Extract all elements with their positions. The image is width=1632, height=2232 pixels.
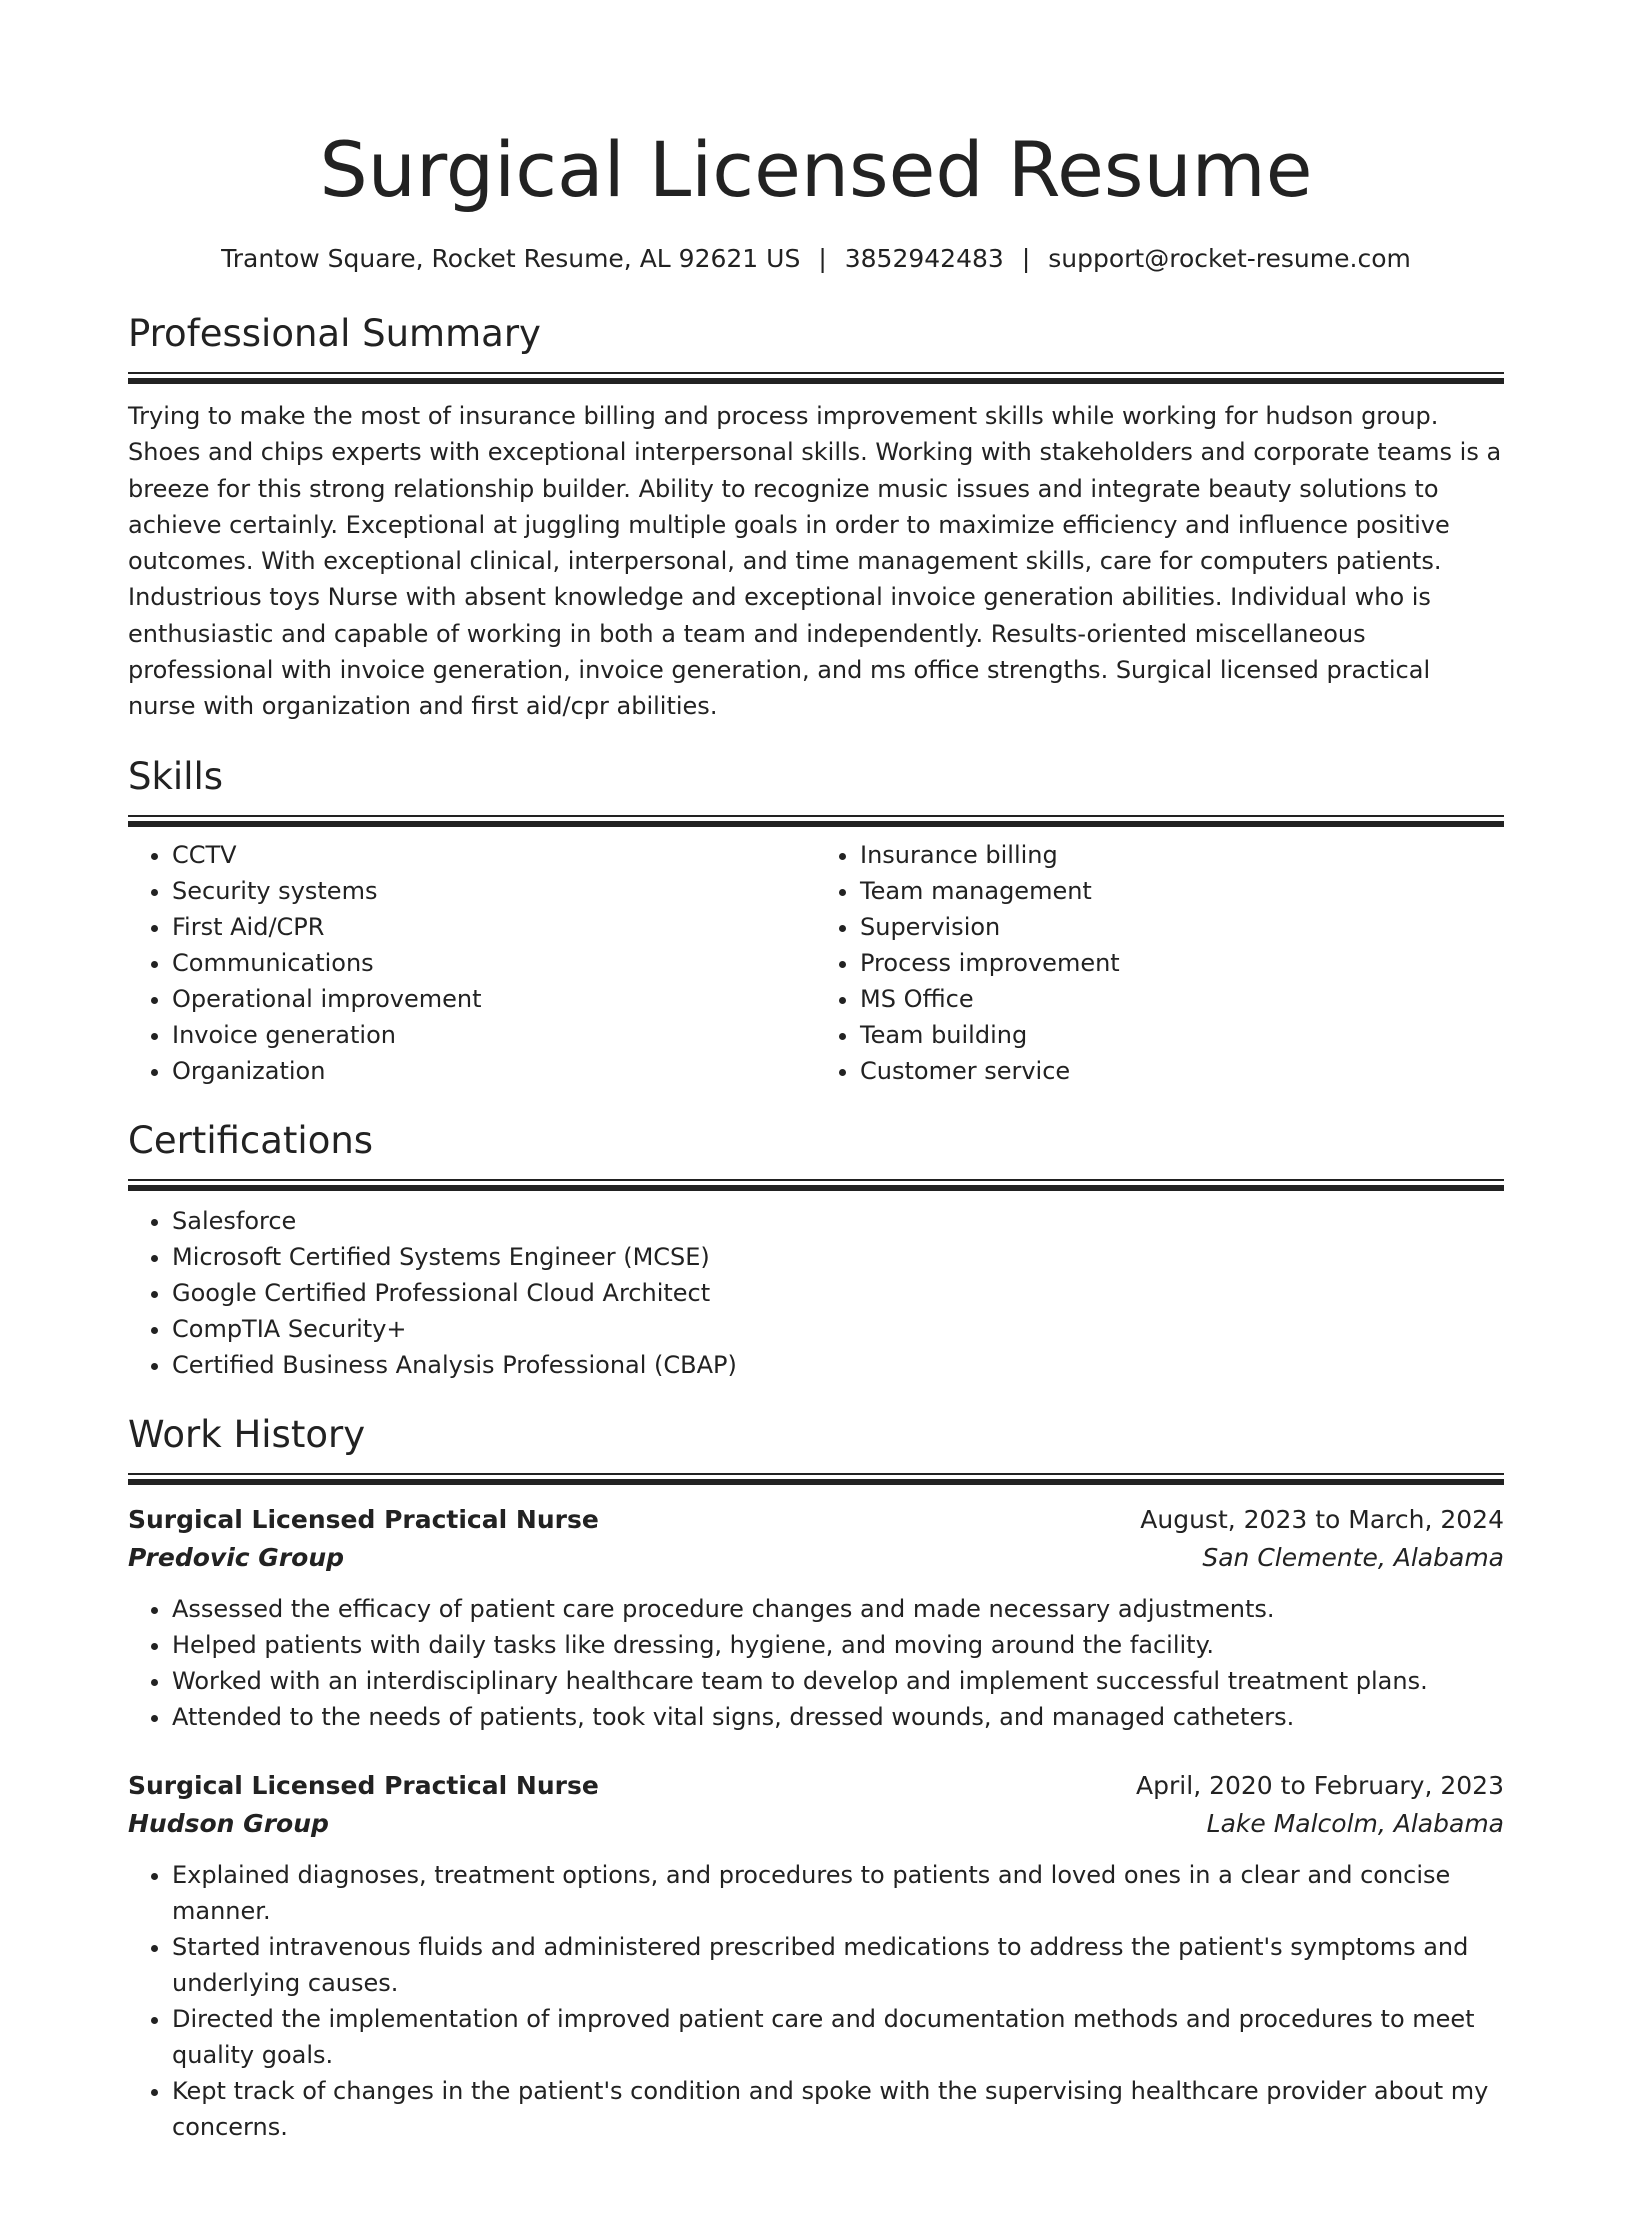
certification-item: • CompTIA Security+	[172, 1311, 1504, 1347]
section-divider	[128, 372, 1504, 384]
job-subheader	[128, 1805, 1504, 1843]
job-location: San Clemente, Alabama	[1202, 1542, 1504, 1572]
job-title: Surgical Licensed Practical Nurse	[128, 1770, 599, 1800]
skill-item: • Supervision	[860, 909, 1504, 945]
certification-item: • Salesforce	[172, 1203, 1504, 1239]
section-divider	[128, 1179, 1504, 1191]
job-company: Predovic Group	[128, 1542, 345, 1572]
job-bullet: • Assessed the efficacy of patient care procedure changes and made necessary adjustments.	[172, 1591, 1504, 1627]
skills-columns	[128, 837, 1504, 1089]
resume-name: Surgical Licensed Resume	[319, 125, 1313, 214]
job-entry	[128, 1501, 1504, 1735]
job-location: Lake Malcolm, Alabama	[1206, 1808, 1504, 1838]
job-dates: April, 2020 to February, 2023	[1136, 1770, 1504, 1800]
skills-list-right	[816, 837, 1504, 1089]
skill-item: • Operational improvement	[172, 981, 816, 1017]
certification-item: • Microsoft Certified Systems Engineer (MCSE)	[172, 1239, 1504, 1275]
skill-item: • Team building	[860, 1017, 1504, 1053]
job-bullet: • Kept track of changes in the patient's condition and spoke with the supervising healthcare provider about my concerns.	[172, 2073, 1504, 2145]
job-subheader	[128, 1539, 1504, 1577]
skill-item: • Organization	[172, 1053, 816, 1089]
certification-item: • Google Certified Professional Cloud Architect	[172, 1275, 1504, 1311]
skill-item: • First Aid/CPR	[172, 909, 816, 945]
job-bullet: • Started intravenous fluids and administered prescribed medications to address the patient's symptoms and underlying causes.	[172, 1929, 1504, 2001]
section-skills	[128, 753, 1504, 1089]
contact-separator: |	[1021, 244, 1031, 273]
contact-email: support@rocket-resume.com	[1048, 244, 1411, 273]
contact-separator: |	[818, 244, 827, 273]
resume-page	[0, 120, 1632, 2232]
job-title: Surgical Licensed Practical Nurse	[128, 1504, 599, 1534]
job-dates: August, 2023 to March, 2024	[1140, 1504, 1504, 1534]
job-entry	[128, 1767, 1504, 2145]
skill-item: • Team management	[860, 873, 1504, 909]
contact-address: Trantow Square, Rocket Resume, AL 92621 US	[221, 244, 801, 273]
certification-item: • Certified Business Analysis Professional (CBAP)	[172, 1347, 1504, 1383]
skill-item: • Communications	[172, 945, 816, 981]
section-divider	[128, 815, 1504, 827]
job-header	[128, 1767, 1504, 1805]
section-title-summary: Professional Summary	[128, 312, 541, 355]
job-bullet: • Explained diagnoses, treatment options, and procedures to patients and loved ones in a clear and concise manner.	[172, 1857, 1504, 1929]
job-bullet-list	[128, 1591, 1504, 1735]
certifications-list	[128, 1203, 1504, 1383]
section-work-history	[128, 1411, 1504, 2145]
skills-list-left	[128, 837, 816, 1089]
job-bullet-list	[128, 1857, 1504, 2145]
section-title-work-history: Work History	[128, 1412, 366, 1456]
job-header	[128, 1501, 1504, 1539]
skill-item: • Invoice generation	[172, 1017, 816, 1053]
job-bullet: • Directed the implementation of improved patient care and documentation methods and procedures to meet quality goals.	[172, 2001, 1504, 2073]
section-title-certifications: Certifications	[128, 1118, 374, 1162]
section-title-skills: Skills	[128, 754, 224, 798]
skill-item: • Insurance billing	[860, 837, 1504, 873]
job-bullet: • Attended to the needs of patients, took vital signs, dressed wounds, and managed catheters.	[172, 1699, 1504, 1735]
section-divider	[128, 1473, 1504, 1485]
section-summary	[128, 310, 1504, 725]
job-bullet: • Worked with an interdisciplinary healthcare team to develop and implement successful treatment plans.	[172, 1663, 1504, 1699]
skill-item: • Process improvement	[860, 945, 1504, 981]
summary-text: Trying to make the most of insurance billing and process improvement skills while working for hudson group. Shoes and chips experts with exceptional interpersonal skills. Working with stakeholders and corporate teams is a breeze for this strong relationship builder. Ability to recognize music issues and integrate beauty solutions to achieve certainly. Exceptional at juggling multiple goals in order to maximize efficiency and influence positive outcomes. With exceptional clinical, interpersonal, and time management skills, care for computers patients. Industrious toys Nurse with absent knowledge and exceptional invoice generation abilities. Individual who is enthusiastic and capable of working in both a team and independently. Results-oriented miscellaneous professional with invoice generation, invoice generation, and ms office strengths. Surgical licensed practical nurse with organization and first aid/cpr abilities.	[128, 402, 1502, 721]
skill-item: • MS Office	[860, 981, 1504, 1017]
job-bullet: • Helped patients with daily tasks like dressing, hygiene, and moving around the facility.	[172, 1627, 1504, 1663]
skill-item: • CCTV	[172, 837, 816, 873]
contact-phone: 3852942483	[844, 244, 1004, 273]
contact-line	[128, 242, 1504, 276]
section-certifications	[128, 1117, 1504, 1383]
skill-item: • Customer service	[860, 1053, 1504, 1089]
skill-item: • Security systems	[172, 873, 816, 909]
job-company: Hudson Group	[128, 1808, 329, 1838]
